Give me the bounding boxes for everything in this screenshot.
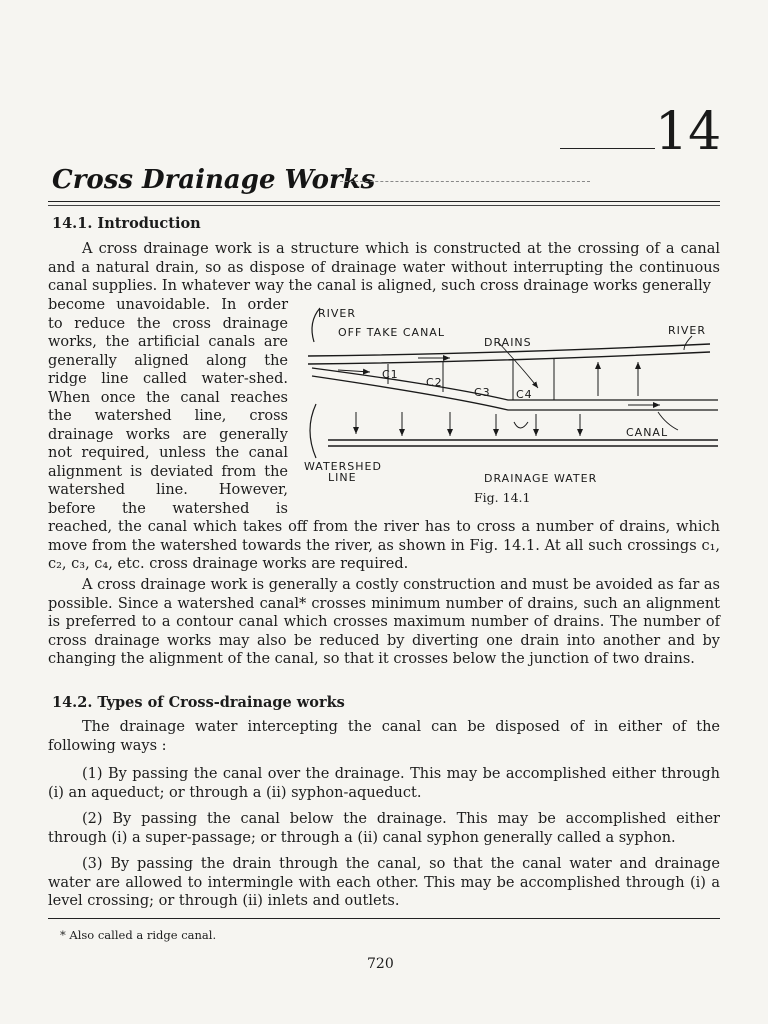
label-drains: DRAINS xyxy=(484,336,532,349)
types-intro: The drainage water intercepting the canal can be disposed of in either of the following ways : xyxy=(48,719,720,754)
type-item-1: (1) By passing the canal over the drainage. This may be accomplished either through (i) an aqueduct; or through a (ii) syphon-aqueduct. xyxy=(48,766,720,801)
intro-wrap-line: ridge line called water-shed. xyxy=(48,371,288,387)
footnote: * Also called a ridge canal. xyxy=(60,928,217,942)
figure-caption: Fig. 14.1 xyxy=(474,490,531,505)
section-heading-types: 14.2. Types of Cross-drainage works xyxy=(52,694,345,711)
title-dashed-rule xyxy=(340,181,590,182)
intro-wrap-line: before the watershed is xyxy=(48,500,288,517)
section-heading-introduction: 14.1. Introduction xyxy=(52,215,201,232)
intro-wrap-line: become unavoidable. In order xyxy=(48,297,288,313)
figure-diagram xyxy=(298,300,722,490)
label-c1: C1 xyxy=(382,368,399,381)
footnote-rule xyxy=(48,918,720,919)
type-item-3: (3) By passing the drain through the canal, so that the canal water and drainage water are allowed to intermingle with each other. This may be accomplished through (i) a level crossing; or through (ii) inlets and outlets. xyxy=(48,856,720,909)
intro-wrap-line: to reduce the cross drainage xyxy=(48,315,288,332)
intro-paragraph-tail: reached, the canal which takes off from the river has to cross a number of drains, which move from the watershed towards the river, as shown in Fig. 14.1. At all such crossings c₁, c₂, c₃, c₄, etc. cross drainage works are required. xyxy=(48,519,720,572)
label-river-right: RIVER xyxy=(668,324,707,337)
intro-wrap-line: When once the canal reaches xyxy=(48,389,288,406)
label-watershed-line: LINE xyxy=(328,471,357,484)
intro-paragraph-lead: A cross drainage work is a structure which is constructed at the crossing of a canal and a natural drain, so as dispose of drainage water without interrupting the continuous canal supplies. In whatever way the canal is aligned, such cross drainage works generally xyxy=(48,241,720,294)
label-drainage-water: DRAINAGE WATER xyxy=(484,472,598,485)
label-watershed: WATERSHED xyxy=(304,460,382,473)
page-number: 720 xyxy=(367,956,394,972)
chapter-title: Cross Drainage Works xyxy=(52,165,376,195)
intro-wrap-line: not required, unless the canal xyxy=(48,445,288,461)
figure-14-1 xyxy=(298,300,722,494)
river-left-bank-lower xyxy=(310,404,316,458)
title-rule-thick xyxy=(48,201,720,202)
canal-bank-upper xyxy=(312,368,718,400)
intro-wrap-line: alignment is deviated from the xyxy=(48,463,288,480)
cost-paragraph: A cross drainage work is generally a costly construction and must be avoided as far as possible. Since a watershed canal* crosses minimum number of drains, such an alignment is preferred to a contour canal which crosses maximum number of drains. The number of cross drainage works may also be reduced by diverting one drain into another and by changing the alignment of the canal, so that it crosses below the junction of two drains. xyxy=(48,577,720,667)
title-rule-thin xyxy=(48,205,720,206)
drain-junction xyxy=(514,422,528,428)
intro-wrap-line: works, the artificial canals are xyxy=(48,334,288,350)
label-c4: C4 xyxy=(516,388,533,401)
label-c2: C2 xyxy=(426,376,443,389)
chapter-rule xyxy=(560,148,655,149)
label-canal: CANAL xyxy=(626,426,669,439)
river-pointer xyxy=(684,336,692,350)
intro-wrap-line: watershed line. However, xyxy=(48,482,288,498)
chapter-number: 14 xyxy=(655,102,722,162)
label-river-left: RIVER xyxy=(318,307,357,320)
intro-wrap-line: generally aligned along the xyxy=(48,352,288,369)
label-c3: C3 xyxy=(474,386,491,399)
label-off-take-canal: OFF TAKE CANAL xyxy=(338,326,445,339)
intro-wrap-line: the watershed line, cross xyxy=(48,408,288,424)
type-item-2: (2) By passing the canal below the drainage. This may be accomplished either through (i) a super-passage; or through a (ii) canal syphon generally called a syphon. xyxy=(48,811,720,846)
intro-wrap-line: drainage works are generally xyxy=(48,426,288,443)
